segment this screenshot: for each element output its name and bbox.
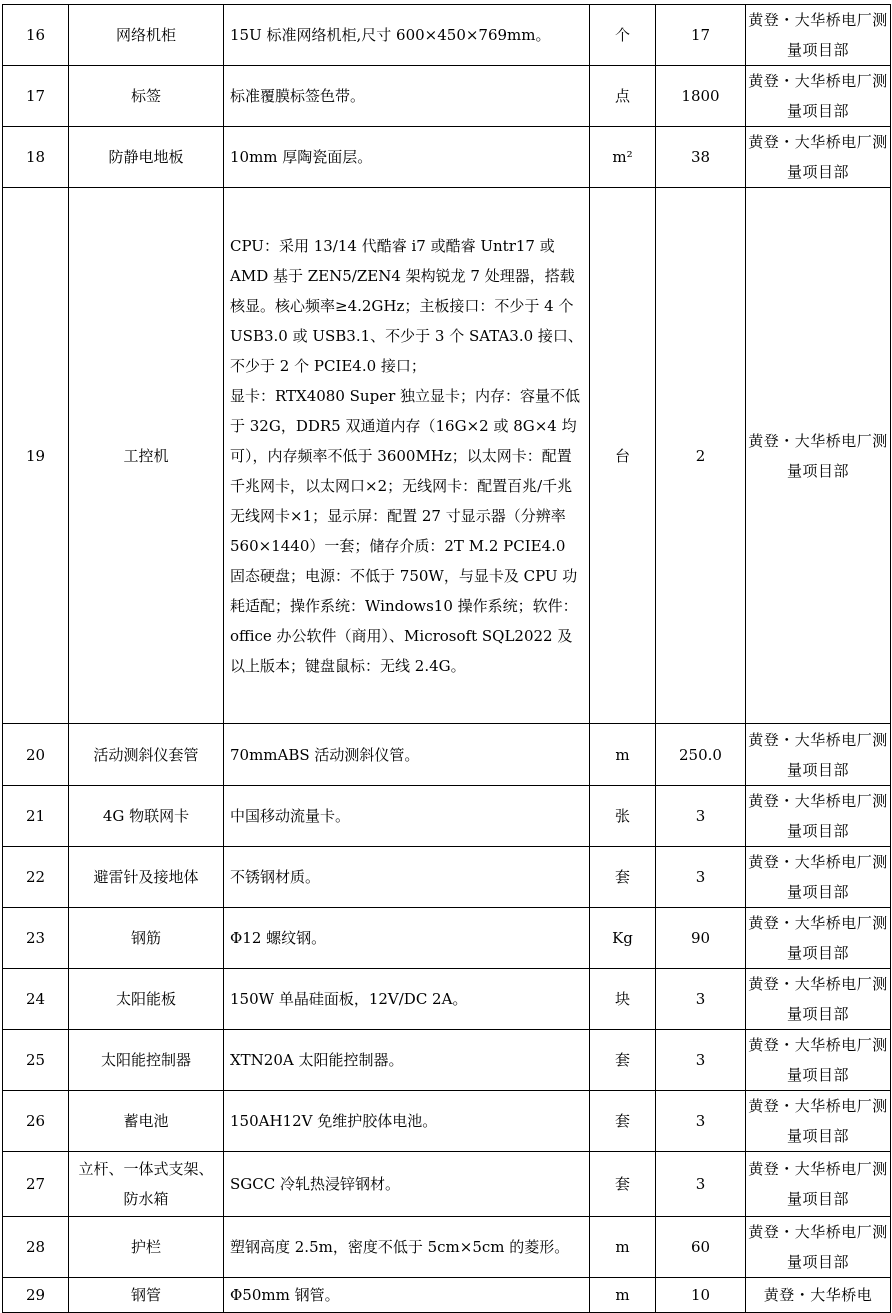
- row-number: 25: [3, 1030, 69, 1091]
- item-unit: 台: [590, 188, 656, 724]
- item-name: 4G 物联网卡: [69, 786, 224, 847]
- item-spec: 150AH12V 免维护胶体电池。: [224, 1091, 590, 1152]
- item-unit: 套: [590, 1152, 656, 1217]
- item-quantity: 3: [656, 1091, 746, 1152]
- item-quantity: 17: [656, 5, 746, 66]
- item-quantity: 3: [656, 969, 746, 1030]
- item-quantity: 1800: [656, 66, 746, 127]
- item-spec: 不锈钢材质。: [224, 847, 590, 908]
- item-location: 黄登・大华桥电厂测量项目部: [746, 1030, 891, 1091]
- item-quantity: 2: [656, 188, 746, 724]
- item-spec: 15U 标准网络机柜,尺寸 600×450×769mm。: [224, 5, 590, 66]
- item-location: 黄登・大华桥电厂测量项目部: [746, 908, 891, 969]
- item-spec: 70mmABS 活动测斜仪管。: [224, 724, 590, 786]
- item-spec: 中国移动流量卡。: [224, 786, 590, 847]
- item-name: 钢筋: [69, 908, 224, 969]
- item-name: 立杆、一体式支架、防水箱: [69, 1152, 224, 1217]
- table-row: [3, 188, 891, 724]
- item-name: 标签: [69, 66, 224, 127]
- item-name: 太阳能控制器: [69, 1030, 224, 1091]
- table-row: [3, 969, 891, 1030]
- table-row: [3, 5, 891, 66]
- item-spec: SGCC 冷轧热浸锌钢材。: [224, 1152, 590, 1217]
- equipment-table: [2, 4, 891, 1313]
- table-row: [3, 1030, 891, 1091]
- item-spec: 塑钢高度 2.5m，密度不低于 5cm×5cm 的菱形。: [224, 1217, 590, 1278]
- item-unit: 套: [590, 1091, 656, 1152]
- item-unit: Kg: [590, 908, 656, 969]
- table-row: [3, 908, 891, 969]
- item-name: 网络机柜: [69, 5, 224, 66]
- item-spec: 10mm 厚陶瓷面层。: [224, 127, 590, 188]
- item-quantity: 90: [656, 908, 746, 969]
- item-unit: m²: [590, 127, 656, 188]
- row-number: 21: [3, 786, 69, 847]
- table-row: [3, 1278, 891, 1313]
- item-unit: m: [590, 724, 656, 786]
- item-location: 黄登・大华桥电: [746, 1278, 891, 1313]
- item-location: 黄登・大华桥电厂测量项目部: [746, 724, 891, 786]
- table-row: [3, 66, 891, 127]
- item-location: 黄登・大华桥电厂测量项目部: [746, 847, 891, 908]
- row-number: 27: [3, 1152, 69, 1217]
- item-quantity: 3: [656, 1030, 746, 1091]
- table-row: [3, 786, 891, 847]
- item-quantity: 250.0: [656, 724, 746, 786]
- row-number: 29: [3, 1278, 69, 1313]
- item-location: 黄登・大华桥电厂测量项目部: [746, 188, 891, 724]
- item-name: 太阳能板: [69, 969, 224, 1030]
- row-number: 24: [3, 969, 69, 1030]
- item-name: 护栏: [69, 1217, 224, 1278]
- item-location: 黄登・大华桥电厂测量项目部: [746, 969, 891, 1030]
- item-location: 黄登・大华桥电厂测量项目部: [746, 5, 891, 66]
- item-spec: CPU：采用 13/14 代酷睿 i7 或酷睿 Untr17 或 AMD 基于 ZEN5/ZEN4 架构锐龙 7 处理器，搭载核显。核心频率≥4.2GHz；主板接口：不少于 4 个 USB3.0 或 USB3.1、不少于 3 个 SATA3.0 接口、不少于 2 个 PCIE4.0 接口； 显卡：RTX4080 Super 独立显卡；内存：容量不低于 32G，DDR5 双通道内存（16G×2 或 8G×4 均可），内存频率不低于 3600MHz；以太网卡：配置千兆网卡，以太网口×2；无线网卡：配置百兆/千兆无线网卡×1；显示屏：配置 27 寸显示器（分辨率 560×1440）一套；储存介质：2T M.2 PCIE4.0 固态硬盘；电源：不低于 750W，与显卡及 CPU 功耗适配；操作系统：Windows10 操作系统；软件：office 办公软件（商用）、Microsoft SQL2022 及以上版本；键盘鼠标：无线 2.4G。: [224, 188, 590, 724]
- item-unit: 块: [590, 969, 656, 1030]
- item-quantity: 10: [656, 1278, 746, 1313]
- table-row: [3, 1152, 891, 1217]
- table-row: [3, 847, 891, 908]
- item-name: 防静电地板: [69, 127, 224, 188]
- item-name: 避雷针及接地体: [69, 847, 224, 908]
- table-row: [3, 724, 891, 786]
- item-quantity: 3: [656, 786, 746, 847]
- item-spec: XTN20A 太阳能控制器。: [224, 1030, 590, 1091]
- table-row: [3, 1091, 891, 1152]
- item-spec: 标准覆膜标签色带。: [224, 66, 590, 127]
- item-unit: m: [590, 1217, 656, 1278]
- item-name: 工控机: [69, 188, 224, 724]
- item-location: 黄登・大华桥电厂测量项目部: [746, 66, 891, 127]
- item-spec: Φ50mm 钢管。: [224, 1278, 590, 1313]
- item-unit: 张: [590, 786, 656, 847]
- row-number: 23: [3, 908, 69, 969]
- item-name: 蓄电池: [69, 1091, 224, 1152]
- item-quantity: 3: [656, 847, 746, 908]
- row-number: 26: [3, 1091, 69, 1152]
- item-location: 黄登・大华桥电厂测量项目部: [746, 1217, 891, 1278]
- row-number: 19: [3, 188, 69, 724]
- item-spec: 150W 单晶硅面板，12V/DC 2A。: [224, 969, 590, 1030]
- row-number: 16: [3, 5, 69, 66]
- item-quantity: 60: [656, 1217, 746, 1278]
- table-row: [3, 1217, 891, 1278]
- item-quantity: 3: [656, 1152, 746, 1217]
- row-number: 20: [3, 724, 69, 786]
- row-number: 18: [3, 127, 69, 188]
- row-number: 28: [3, 1217, 69, 1278]
- row-number: 17: [3, 66, 69, 127]
- item-quantity: 38: [656, 127, 746, 188]
- item-unit: 个: [590, 5, 656, 66]
- row-number: 22: [3, 847, 69, 908]
- item-name: 钢管: [69, 1278, 224, 1313]
- table-row: [3, 127, 891, 188]
- item-unit: 点: [590, 66, 656, 127]
- item-spec: Φ12 螺纹钢。: [224, 908, 590, 969]
- item-unit: m: [590, 1278, 656, 1313]
- item-location: 黄登・大华桥电厂测量项目部: [746, 1152, 891, 1217]
- item-unit: 套: [590, 1030, 656, 1091]
- item-location: 黄登・大华桥电厂测量项目部: [746, 1091, 891, 1152]
- item-unit: 套: [590, 847, 656, 908]
- item-name: 活动测斜仪套管: [69, 724, 224, 786]
- item-location: 黄登・大华桥电厂测量项目部: [746, 786, 891, 847]
- item-location: 黄登・大华桥电厂测量项目部: [746, 127, 891, 188]
